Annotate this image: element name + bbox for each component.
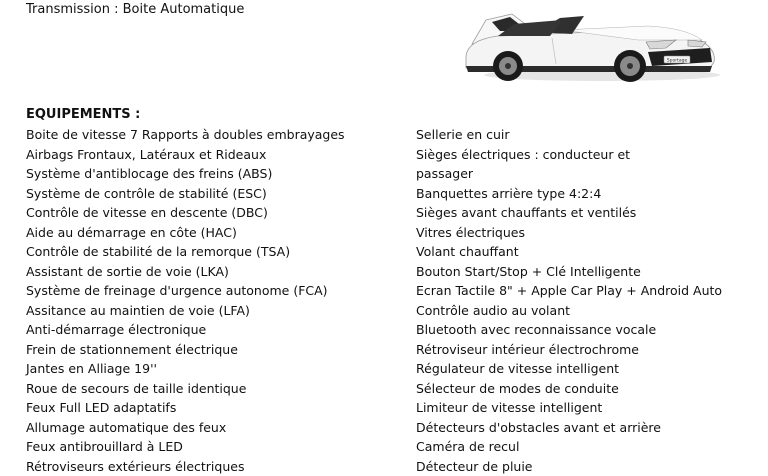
- list-item: Ecran Tactile 8" + Apple Car Play + Android Auto: [416, 281, 722, 301]
- list-item: Caméra de recul: [416, 437, 722, 457]
- list-item: Sièges électriques : conducteur et: [416, 145, 722, 165]
- list-item: Aide au démarrage en côte (HAC): [26, 223, 345, 243]
- list-item: Limiteur de vitesse intelligent: [416, 398, 722, 418]
- list-item: Système d'antiblocage des freins (ABS): [26, 164, 345, 184]
- list-item: Volant chauffant: [416, 242, 722, 262]
- equipment-heading: EQUIPEMENTS :: [26, 106, 140, 124]
- list-item: Frein de stationnement électrique: [26, 340, 345, 360]
- list-item: Assistant de sortie de voie (LKA): [26, 262, 345, 282]
- list-item: Bluetooth avec reconnaissance vocale: [416, 320, 722, 340]
- list-item: Allumage automatique des feux: [26, 418, 345, 438]
- list-item: Feux antibrouillard à LED: [26, 437, 345, 457]
- list-item: Anti-démarrage électronique: [26, 320, 345, 340]
- list-item: Boite de vitesse 7 Rapports à doubles embrayages: [26, 125, 345, 145]
- list-item: passager: [416, 164, 722, 184]
- list-item: Sièges avant chauffants et ventilés: [416, 203, 722, 223]
- list-item: Bouton Start/Stop + Clé Intelligente: [416, 262, 722, 282]
- list-item: Rétroviseurs extérieurs électriques: [26, 457, 345, 476]
- list-item: Sélecteur de modes de conduite: [416, 379, 722, 399]
- transmission-line: Transmission : Boite Automatique: [26, 1, 244, 19]
- list-item: Régulateur de vitesse intelligent: [416, 359, 722, 379]
- list-item: Contrôle de vitesse en descente (DBC): [26, 203, 345, 223]
- list-item: Sellerie en cuir: [416, 125, 722, 145]
- list-item: Rétroviseur intérieur électrochrome: [416, 340, 722, 360]
- svg-text:Sportage: Sportage: [667, 58, 688, 64]
- list-item: Contrôle audio au volant: [416, 301, 722, 321]
- list-item: Banquettes arrière type 4:2:4: [416, 184, 722, 204]
- equipment-list-right: [416, 125, 722, 476]
- list-item: Airbags Frontaux, Latéraux et Rideaux: [26, 145, 345, 165]
- list-item: Contrôle de stabilité de la remorque (TSA): [26, 242, 345, 262]
- list-item: Feux Full LED adaptatifs: [26, 398, 345, 418]
- list-item: Système de freinage d'urgence autonome (FCA): [26, 281, 345, 301]
- list-item: Détecteurs d'obstacles avant et arrière: [416, 418, 722, 438]
- list-item: Roue de secours de taille identique: [26, 379, 345, 399]
- list-item: Système de contrôle de stabilité (ESC): [26, 184, 345, 204]
- car-image: [452, 0, 722, 84]
- list-item: Détecteur de pluie: [416, 457, 722, 476]
- equipment-list-left: [26, 125, 345, 476]
- list-item: Jantes en Alliage 19'': [26, 359, 345, 379]
- list-item: Vitres électriques: [416, 223, 722, 243]
- list-item: Assitance au maintien de voie (LFA): [26, 301, 345, 321]
